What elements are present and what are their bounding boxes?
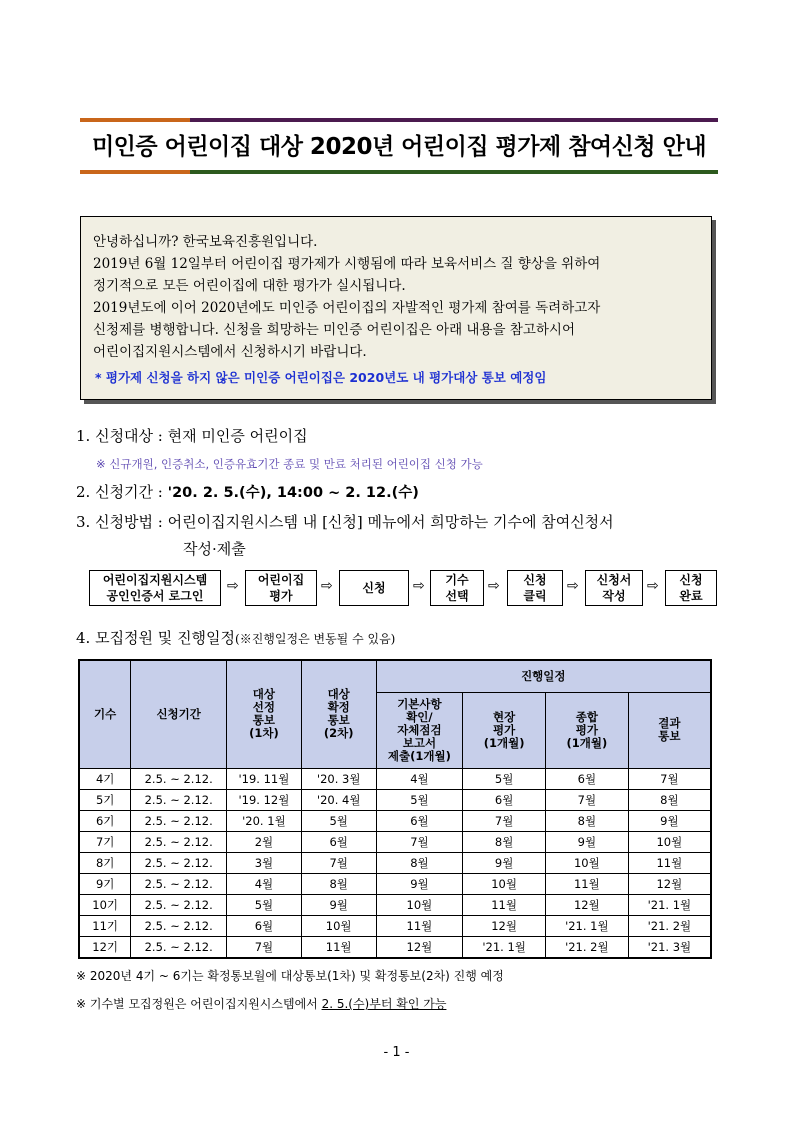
header-line: 대상: [252, 687, 276, 702]
section-4-label: 4. 모집정원 및 진행일정: [76, 629, 236, 647]
header-line: 결과: [658, 716, 681, 730]
table-row: [79, 873, 711, 894]
table-cell: '21. 3월: [628, 936, 711, 958]
table-cell: 8월: [545, 810, 628, 831]
notice-line: 정기적으로 모든 어린이집에 대한 평가가 실시됩니다.: [93, 278, 406, 294]
header-line: 대상: [327, 687, 350, 702]
table-cell: 11월: [376, 915, 463, 936]
section-1-note: ※ 신규개원, 인증취소, 인증유효기간 종료 및 만료 처리된 어린이집 신청 가능: [96, 457, 483, 471]
flow-step-text: 선택: [445, 589, 469, 603]
table-cell: 12월: [463, 915, 546, 936]
flow-step-text: 기수: [445, 573, 469, 587]
header-line: 종합: [575, 709, 598, 724]
title-bar-bottom-orange: [80, 170, 190, 174]
table-row: [79, 894, 711, 915]
header-line: 통보: [658, 729, 681, 743]
section-3-method: 3. 신청방법 : 어린이집지원시스템 내 [신청] 메뉴에서 희망하는 기수에 참여신청서: [76, 513, 614, 531]
header-line: (1개월): [483, 735, 525, 750]
table-cell: 6월: [301, 831, 376, 852]
table-cell: 4월: [227, 873, 302, 894]
notice-line: 어린이집지원시스템에서 신청하시기 바랍니다.: [93, 344, 367, 360]
flow-step-text: 어린이집지원시스템: [102, 573, 208, 587]
table-row: [79, 915, 711, 936]
table-cell: 9월: [545, 831, 628, 852]
table-cell: 7기: [79, 831, 131, 852]
flow-step-text: 클릭: [523, 589, 547, 603]
notice-line: 신청제를 병행합니다. 신청을 희망하는 미인증 어린이집은 아래 내용을 참고하시어: [93, 322, 576, 338]
table-row: [79, 852, 711, 873]
arrow-right-icon: ⇨: [413, 578, 425, 594]
header-progress: 진행일정: [376, 660, 711, 692]
schedule-table-body: [79, 768, 711, 958]
table-cell: 2.5. ~ 2.12.: [131, 894, 227, 915]
table-cell: 12월: [545, 894, 628, 915]
table-cell: 12기: [79, 936, 131, 958]
table-cell: 4월: [376, 768, 463, 789]
footnote-2: [76, 995, 446, 1012]
table-cell: 8월: [463, 831, 546, 852]
table-cell: '19. 12월: [227, 789, 302, 810]
header-line: 선정: [252, 700, 276, 715]
header-line: 평가: [575, 722, 598, 737]
table-cell: 10기: [79, 894, 131, 915]
section-3-method-cont: 작성·제출: [183, 540, 246, 558]
title-bar-bottom-green: [190, 170, 718, 174]
table-cell: 7월: [463, 810, 546, 831]
table-cell: 8기: [79, 852, 131, 873]
table-cell: 2.5. ~ 2.12.: [131, 789, 227, 810]
table-cell: 10월: [301, 915, 376, 936]
table-row: [79, 831, 711, 852]
flow-step-text: 신청서: [596, 573, 632, 587]
flow-step-text: 작성: [602, 589, 626, 603]
table-cell: 2.5. ~ 2.12.: [131, 915, 227, 936]
table-cell: 5기: [79, 789, 131, 810]
title-bar-top-purple: [190, 118, 718, 122]
header-line: 보고서: [402, 735, 437, 750]
table-cell: 10월: [628, 831, 711, 852]
table-cell: 11월: [628, 852, 711, 873]
table-cell: 9월: [463, 852, 546, 873]
flow-step-text: 완료: [679, 589, 703, 603]
arrow-right-icon: ⇨: [227, 578, 239, 594]
header-notice-1: [227, 660, 302, 768]
table-cell: 2.5. ~ 2.12.: [131, 831, 227, 852]
table-cell: '20. 3월: [301, 768, 376, 789]
arrow-right-icon: ⇨: [321, 578, 333, 594]
header-line: (2차): [323, 726, 354, 741]
header-basic: [376, 692, 463, 768]
table-cell: 9월: [628, 810, 711, 831]
schedule-table-wrapper: [78, 659, 712, 959]
notice-warning: * 평가제 신청을 하지 않은 미인증 어린이집은 2020년도 내 평가대상 통보 예정임: [95, 370, 547, 385]
table-cell: '21. 2월: [628, 915, 711, 936]
table-cell: 7월: [376, 831, 463, 852]
flow-step-text: 신청: [523, 573, 547, 587]
section-2-value: '20. 2. 5.(수), 14:00 ~ 2. 12.(수): [167, 485, 419, 501]
header-gisu: 기수: [79, 660, 131, 768]
flow-step-text: 평가: [269, 589, 293, 603]
flow-step-complete: [665, 570, 717, 606]
table-cell: 4기: [79, 768, 131, 789]
flow-step-login: [89, 570, 221, 606]
header-notice-2: [301, 660, 376, 768]
header-line: 현장: [493, 709, 516, 724]
table-row: [79, 789, 711, 810]
table-cell: 2.5. ~ 2.12.: [131, 936, 227, 958]
header-line: 자체점검: [397, 722, 442, 737]
table-cell: 2.5. ~ 2.12.: [131, 810, 227, 831]
header-line: 통보: [252, 713, 276, 728]
table-cell: 5월: [301, 810, 376, 831]
header-line: 기본사항: [397, 696, 442, 711]
table-cell: 12월: [376, 936, 463, 958]
footnote-2-underlined: 2. 5.(수)부터 확인 가능: [321, 997, 447, 1011]
footnote-2-text: ※ 기수별 모집정원은 어린이집지원시스템에서: [76, 997, 322, 1011]
schedule-table: [78, 659, 712, 959]
table-cell: 6월: [545, 768, 628, 789]
title-bar-top-orange: [80, 118, 190, 122]
notice-paragraph-2: [93, 297, 699, 363]
notice-paragraph-1: [93, 231, 699, 297]
table-cell: 2.5. ~ 2.12.: [131, 873, 227, 894]
table-cell: '20. 1월: [227, 810, 302, 831]
table-cell: 11월: [545, 873, 628, 894]
flow-step-write: [585, 570, 643, 606]
table-cell: 11기: [79, 915, 131, 936]
table-cell: 8월: [376, 852, 463, 873]
table-cell: 9월: [301, 894, 376, 915]
table-cell: 2.5. ~ 2.12.: [131, 852, 227, 873]
table-cell: '21. 2월: [545, 936, 628, 958]
table-cell: 11월: [301, 936, 376, 958]
flow-step-text: 신청: [362, 581, 386, 595]
notice-line: 안녕하십니까? 한국보육진흥원입니다.: [93, 234, 318, 250]
notice-line: 2019년도에 이어 2020년에도 미인증 어린이집의 자발적인 평가제 참여를 독려하고자: [93, 300, 601, 316]
header-line: 평가: [493, 722, 516, 737]
arrow-right-icon: ⇨: [647, 578, 659, 594]
table-cell: 8월: [301, 873, 376, 894]
table-cell: 11월: [463, 894, 546, 915]
table-cell: 10월: [545, 852, 628, 873]
table-cell: 9월: [376, 873, 463, 894]
table-cell: '20. 4월: [301, 789, 376, 810]
flow-step-evaluation: [245, 570, 317, 606]
page-title: 미인증 어린이집 대상 2020년 어린이집 평가제 참여신청 안내: [91, 134, 707, 160]
table-cell: 5월: [463, 768, 546, 789]
table-cell: 7월: [227, 936, 302, 958]
flow-step-click: [507, 570, 563, 606]
table-cell: 7월: [628, 768, 711, 789]
table-cell: 6월: [227, 915, 302, 936]
notice-line: 2019년 6월 12일부터 어린이집 평가제가 시행됨에 따라 보육서비스 질 향상을 위하여: [93, 256, 601, 272]
header-period: 신청기간: [131, 660, 227, 768]
section-1-target: 1. 신청대상 : 현재 미인증 어린이집: [76, 427, 308, 445]
table-row: [79, 768, 711, 789]
section-2-period: [76, 481, 419, 502]
section-2-label: 2. 신청기간 :: [76, 483, 168, 501]
table-cell: '21. 1월: [545, 915, 628, 936]
header-result: [628, 692, 711, 768]
flow-step-text: 어린이집: [257, 573, 305, 587]
table-cell: 6월: [463, 789, 546, 810]
table-cell: 10월: [463, 873, 546, 894]
header-line: 확인/: [406, 709, 433, 724]
table-cell: 6기: [79, 810, 131, 831]
table-cell: '21. 1월: [463, 936, 546, 958]
header-line: 제출(1개월): [387, 748, 451, 763]
header-line: 확정: [327, 700, 350, 715]
page-number: - 1 -: [383, 1045, 410, 1060]
table-cell: 12월: [628, 873, 711, 894]
section-4-note: (※진행일정은 변동될 수 있음): [235, 632, 396, 646]
header-line: 통보: [327, 713, 350, 728]
table-row: [79, 936, 711, 958]
flow-step-select: [430, 570, 484, 606]
table-cell: 2.5. ~ 2.12.: [131, 768, 227, 789]
table-cell: '21. 1월: [628, 894, 711, 915]
table-row: [79, 810, 711, 831]
flow-step-text: 신청: [679, 573, 703, 587]
table-cell: 6월: [376, 810, 463, 831]
table-cell: 10월: [376, 894, 463, 915]
table-cell: 3월: [227, 852, 302, 873]
arrow-right-icon: ⇨: [488, 578, 500, 594]
footnote-1: ※ 2020년 4기 ~ 6기는 확정통보월에 대상통보(1차) 및 확정통보(2차) 진행 예정: [76, 969, 504, 983]
arrow-right-icon: ⇨: [567, 578, 579, 594]
flow-step-text: 공인인증서 로그인: [106, 589, 204, 603]
header-overall: [545, 692, 628, 768]
header-line: (1차): [249, 726, 279, 741]
table-cell: 7월: [545, 789, 628, 810]
section-4-schedule: [76, 627, 395, 648]
table-cell: '19. 11월: [227, 768, 302, 789]
table-cell: 5월: [227, 894, 302, 915]
table-cell: 5월: [376, 789, 463, 810]
table-cell: 2월: [227, 831, 302, 852]
table-cell: 7월: [301, 852, 376, 873]
header-line: (1개월): [566, 735, 608, 750]
table-cell: 9기: [79, 873, 131, 894]
flow-step-apply: [339, 570, 409, 606]
header-site: [463, 692, 546, 768]
notice-box: [80, 216, 712, 400]
table-cell: 8월: [628, 789, 711, 810]
